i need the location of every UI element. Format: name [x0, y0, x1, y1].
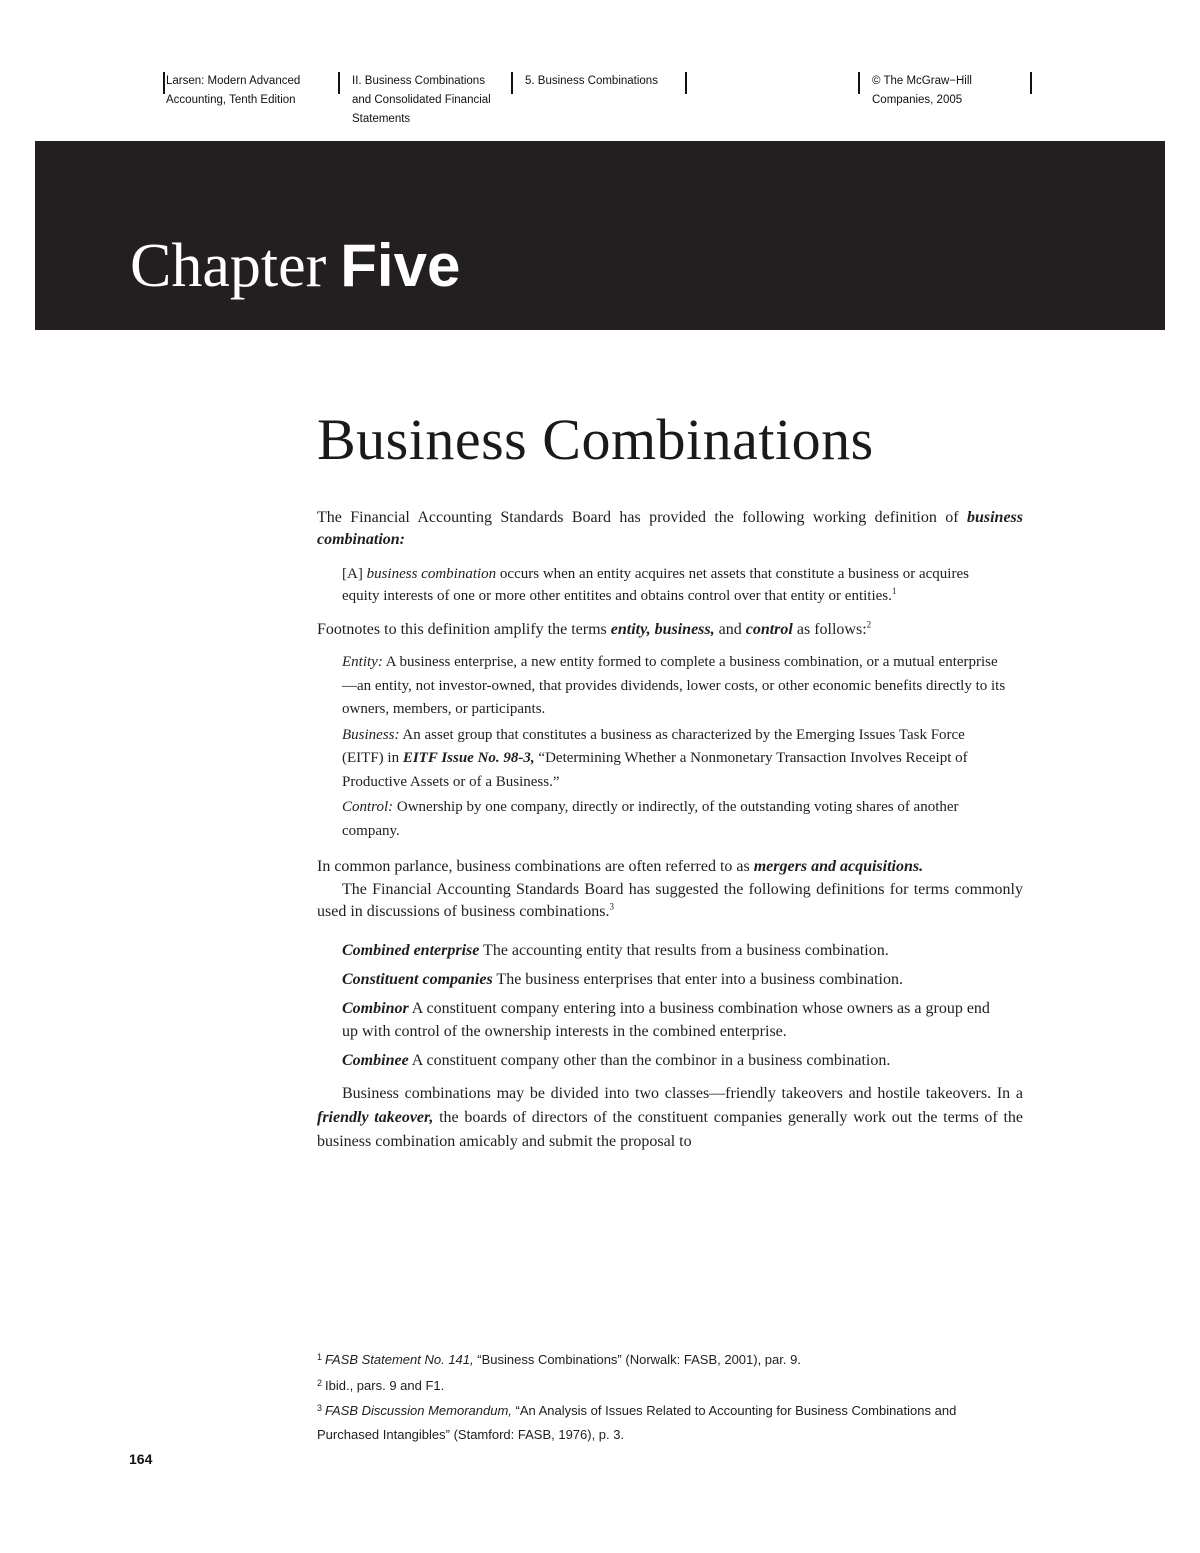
definition-term: Entity:: [342, 654, 383, 670]
term-definitions: [342, 651, 1007, 843]
header-divider: [163, 72, 165, 94]
takeover-paragraph: [317, 1082, 1023, 1154]
glossary-item: [342, 1049, 1007, 1072]
footnote-ref: 3: [609, 901, 614, 912]
definition-text: “Determining Whether a Nonmonetary Transaction Involves Receipt of Productive Assets or of a Business.”: [342, 750, 968, 790]
glossary-text: The business enterprises that enter into a business combination.: [492, 971, 903, 988]
header-book-line: Larsen: Modern Advanced: [166, 75, 301, 87]
glossary-text: The accounting entity that results from a business combination.: [479, 942, 889, 959]
header-chapter-title: [525, 72, 658, 91]
header-divider: [858, 72, 860, 94]
glossary-term: Combinee: [342, 1052, 409, 1069]
header-part-line: and Consolidated Financial: [352, 94, 491, 106]
footnote: [317, 1372, 1017, 1398]
header-chapter-line: 5. Business Combinations: [525, 75, 658, 87]
paragraph-text: In common parlance, business combinations are often referred to as: [317, 858, 754, 875]
definition-term: Control:: [342, 799, 394, 815]
footnote-intro-paragraph: [317, 619, 1023, 641]
header-part-line: II. Business Combinations: [352, 75, 485, 87]
key-term: control: [745, 621, 793, 638]
footnote-ref: 1: [891, 586, 897, 596]
chapter-banner: [35, 141, 1165, 330]
glossary-item: [342, 997, 1007, 1043]
glossary-text: A constituent company other than the combinor in a business combination.: [408, 1052, 891, 1069]
key-term: friendly takeover,: [317, 1109, 434, 1126]
chapter-heading: [130, 231, 460, 302]
fasb-terms-paragraph: [317, 879, 1023, 923]
footnote: [317, 1346, 1017, 1372]
paragraph-text: as follows:: [792, 621, 867, 638]
definition-control: [342, 796, 1007, 843]
quote-lead: [A]: [342, 566, 367, 582]
key-term: entity,: [610, 621, 651, 638]
header-copyright-line: © The McGraw−Hill: [872, 75, 972, 87]
footnote-source: FASB Discussion Memorandum,: [325, 1403, 512, 1418]
glossary-item: [342, 968, 1007, 991]
paragraph-text: the boards of directors of the constituent companies generally work out the terms of the business combination amicably and submit the proposal to: [317, 1109, 1024, 1150]
definition-reference: EITF Issue No. 98-3,: [402, 750, 535, 766]
footnotes: [317, 1346, 1017, 1446]
chapter-word: Chapter: [130, 232, 327, 300]
footnote-ref: 2: [866, 619, 872, 630]
glossary-list: [342, 939, 1007, 1072]
definition-text: A business enterprise, a new entity formed to complete a business combination, or a mutual enterprise—an entity, not investor-owned, that provides dividends, lower costs, or other economic benefits directly to its owners, members, or participants.: [342, 654, 1006, 717]
key-term: mergers and acquisitions.: [753, 858, 924, 875]
glossary-term: Combined enterprise: [342, 942, 480, 959]
definition-term: Business:: [342, 726, 400, 743]
paragraph-text: and: [714, 621, 746, 638]
footnote-text: “Business Combinations” (Norwalk: FASB, 2001), par. 9.: [473, 1352, 801, 1367]
definition-business: [342, 724, 1007, 795]
footnote-number: 1: [317, 1352, 323, 1362]
paragraph-text: The Financial Accounting Standards Board has suggested the following definitions for terms commonly used in discussions of business combinations.: [317, 881, 1023, 920]
key-term: business,: [654, 621, 715, 638]
header-part-line: Statements: [352, 113, 411, 125]
header-copyright-line: Companies, 2005: [872, 94, 963, 106]
chapter-body: [317, 405, 1023, 1154]
key-term: business combination:: [317, 509, 1023, 548]
header-book-title: [166, 72, 300, 110]
definition-text: Ownership by one company, directly or indirectly, of the outstanding voting shares of another company.: [342, 799, 959, 839]
glossary-term: Constituent companies: [342, 971, 493, 988]
running-header: [166, 72, 1032, 138]
footnote-number: 2: [317, 1377, 323, 1388]
definition-entity: [342, 651, 1007, 722]
glossary-term: Combinor: [342, 1000, 409, 1017]
section-title: Business Combinations: [317, 407, 874, 472]
header-part-title: [352, 72, 491, 129]
header-copyright: [872, 72, 972, 110]
footnote-source: FASB Statement No. 141,: [325, 1352, 474, 1367]
intro-paragraph: [317, 507, 1023, 551]
footnote: [317, 1397, 1017, 1446]
glossary-text: A constituent company entering into a business combination whose owners as a group end up with control of the ownership interests in the combined enterprise.: [342, 1000, 990, 1040]
paragraph-text: Business combinations may be divided into two classes—friendly takeovers and hostile takeovers. In a: [342, 1085, 1023, 1102]
header-divider: [1030, 72, 1032, 94]
quote-text: occurs when an entity acquires net assets that constitute a business or acquires equity interests of one or more other entitites and obtains control over that entity or entities.: [342, 566, 969, 604]
page-number: 164: [129, 1451, 153, 1467]
header-book-line: Accounting, Tenth Edition: [166, 94, 296, 106]
definition-text: An asset group that constitutes a business as characterized by the Emerging Issues Task Force (EITF) in: [342, 726, 965, 766]
parlance-paragraph: [317, 855, 1023, 879]
header-divider: [338, 72, 340, 94]
paragraph-text: Footnotes to this definition amplify the terms: [317, 621, 611, 638]
header-divider: [685, 72, 687, 94]
quote-term: business combination: [366, 566, 497, 582]
definition-quote: [342, 563, 1007, 607]
footnote-text: “An Analysis of Issues Related to Accounting for Business Combinations and Purchased Intangibles” (Stamford: FASB, 1976), p. 3.: [317, 1403, 957, 1442]
chapter-number: Five: [340, 232, 461, 299]
glossary-item: [342, 939, 1007, 962]
footnote-text: Ibid., pars. 9 and F1.: [325, 1377, 445, 1393]
header-divider: [511, 72, 513, 94]
intro-text: The Financial Accounting Standards Board has provided the following working definition of: [317, 509, 967, 526]
footnote-number: 3: [317, 1403, 323, 1413]
